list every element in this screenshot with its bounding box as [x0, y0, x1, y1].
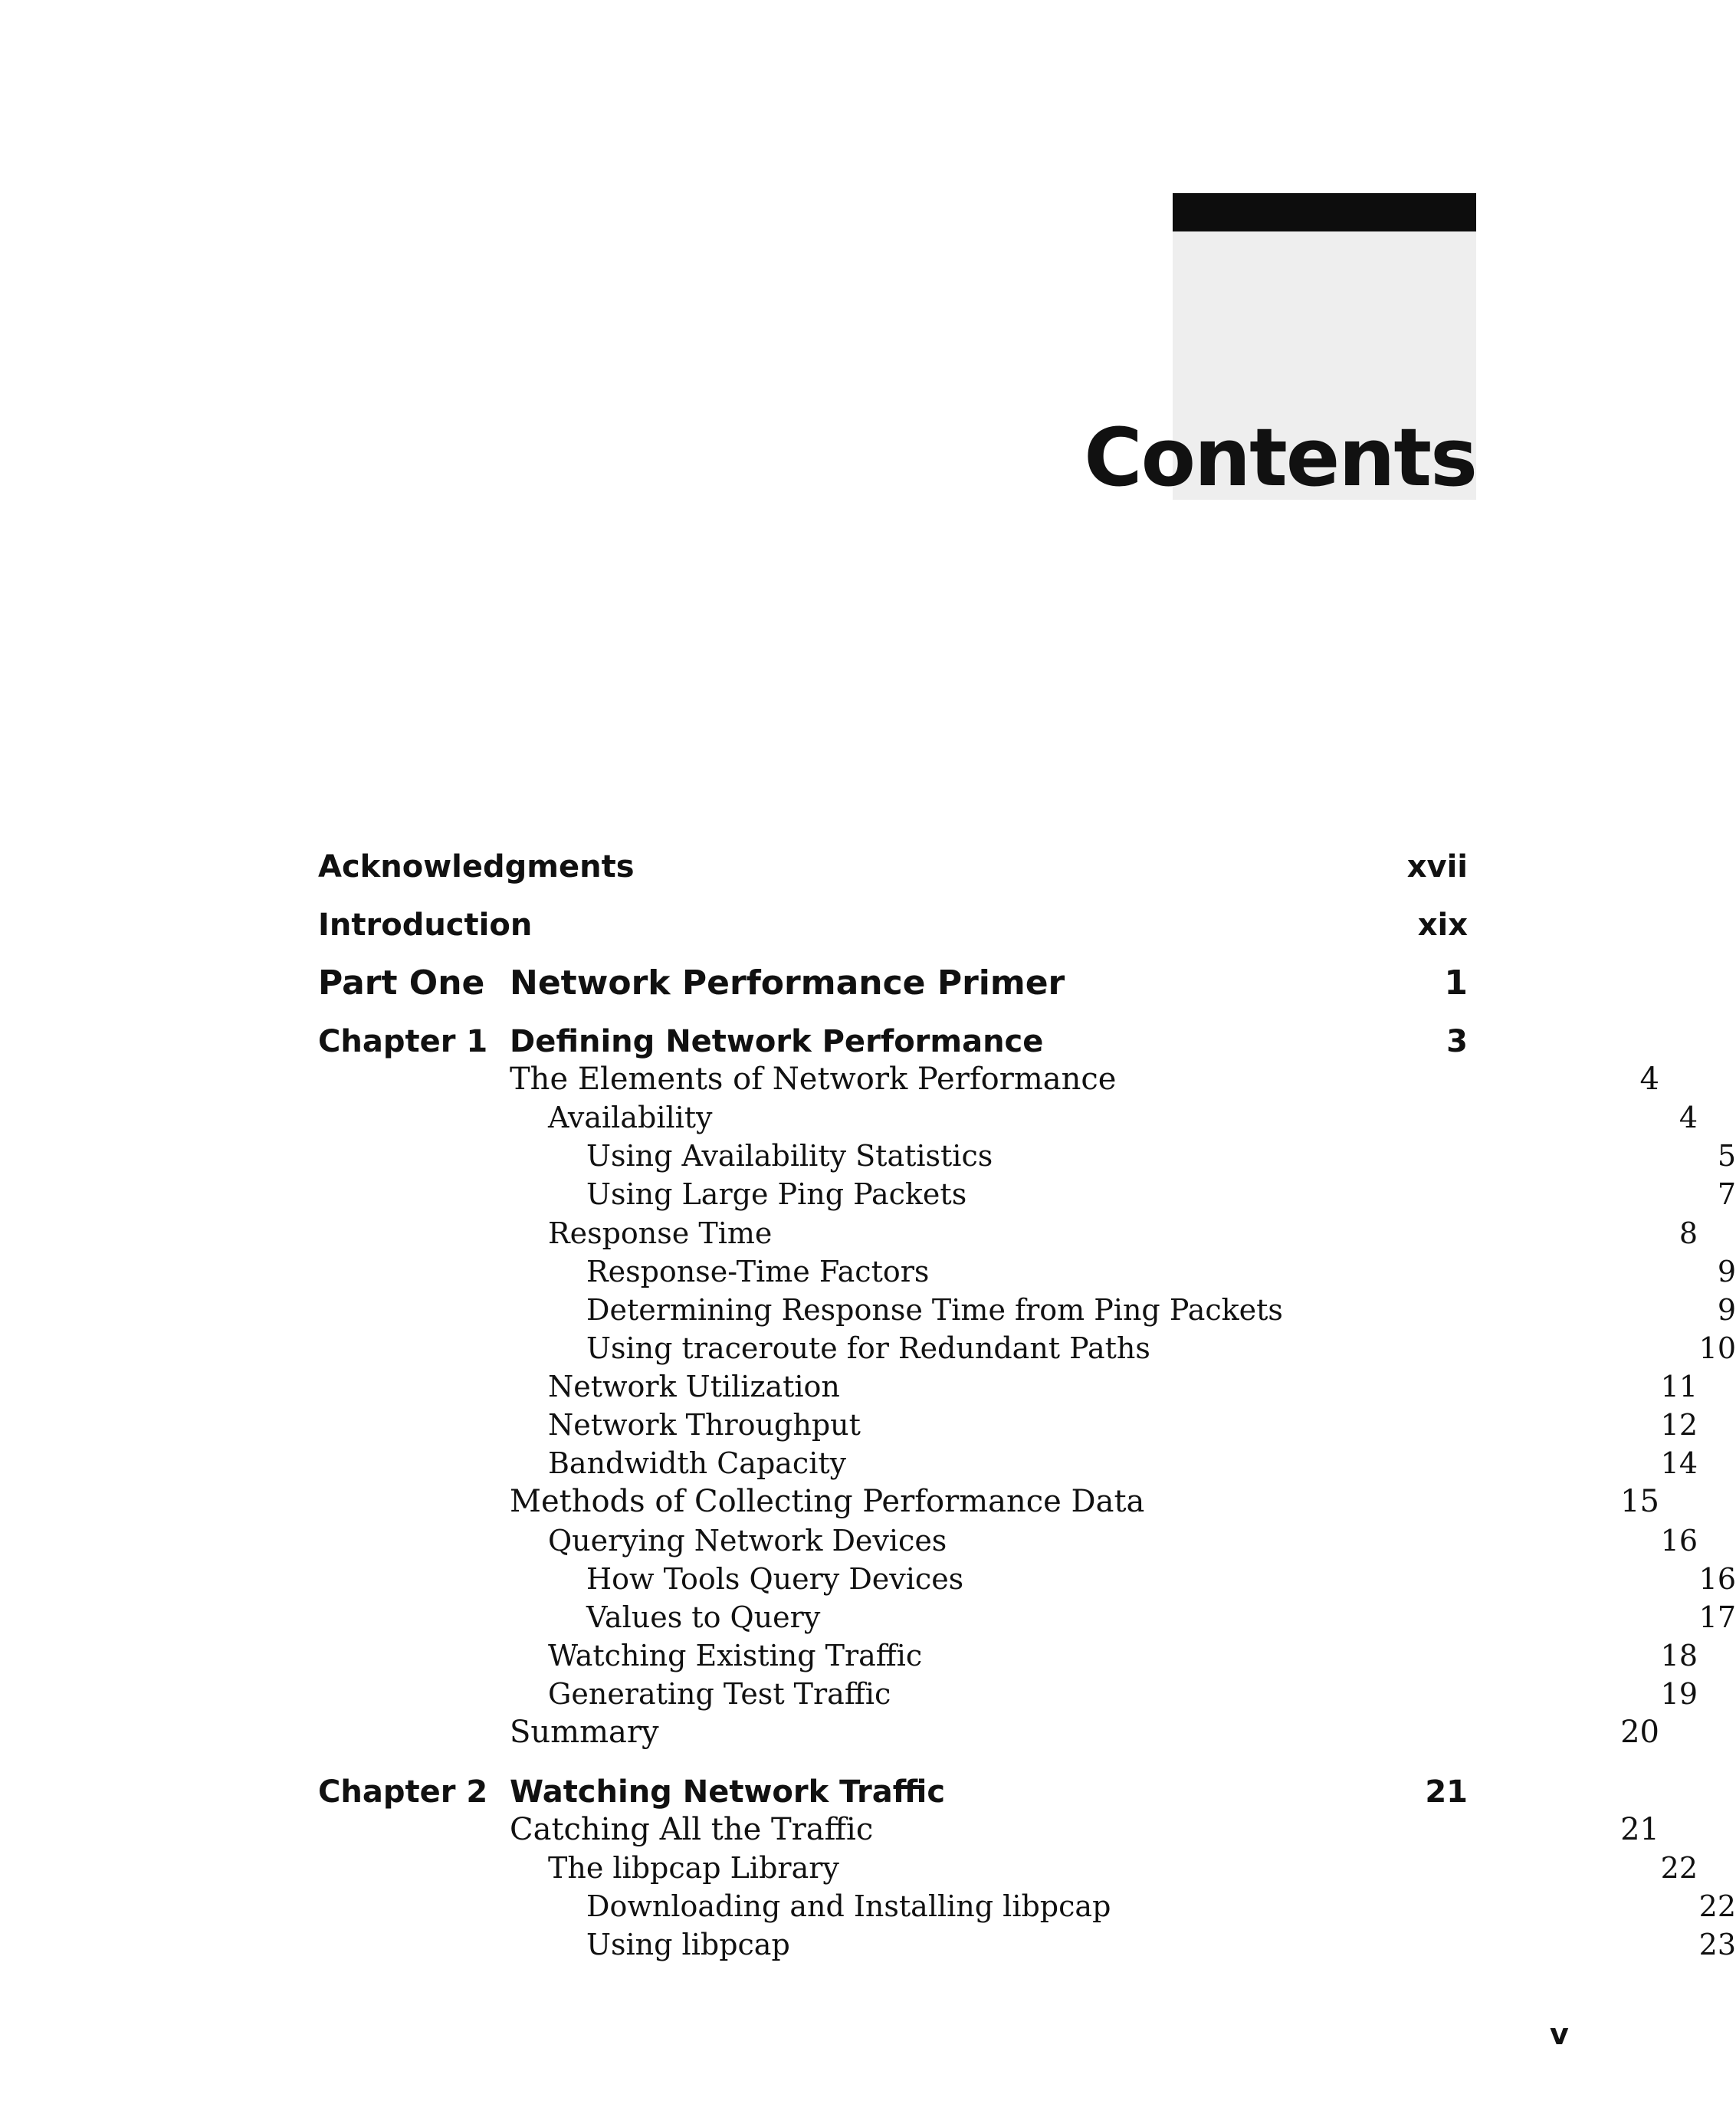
toc-entry-title: Downloading and Installing libpcap [586, 1889, 1111, 1923]
toc-entry-title: Network Utilization [548, 1370, 840, 1403]
part-title: Network Performance Primer [510, 963, 1065, 1003]
toc-subsubsection[interactable] [318, 1562, 1736, 1600]
toc-entry-page: 9 [1717, 1293, 1736, 1327]
toc-entry-title: The libpcap Library [548, 1851, 839, 1885]
toc-entry-title: Availability [548, 1101, 713, 1134]
header-black-bar [1173, 193, 1476, 231]
toc-subsubsection[interactable] [318, 1928, 1736, 1966]
toc-entry-title: Watching Existing Traffic [548, 1639, 923, 1672]
toc-entry-title: Introduction [318, 908, 533, 943]
toc-subsection[interactable] [318, 1446, 1698, 1485]
toc-entry-page: 16 [1698, 1562, 1736, 1596]
toc-entry-title: Catching All the Traffic [510, 1812, 874, 1847]
chapter-title: Defining Network Performance [510, 1024, 1044, 1059]
toc-entry-page: 11 [1660, 1370, 1698, 1403]
toc-entry-page: 18 [1660, 1639, 1698, 1672]
chapter-label: Chapter 1 [318, 1024, 488, 1059]
chapter-page: 21 [1425, 1774, 1468, 1810]
toc-chapter-1[interactable] [318, 1024, 1468, 1062]
toc-entry-page: 15 [1620, 1484, 1659, 1519]
toc-subsubsection[interactable] [318, 1177, 1736, 1216]
toc-entry-page: 9 [1717, 1255, 1736, 1288]
toc-entry-page: 20 [1620, 1715, 1659, 1750]
page-title: Contents [1084, 411, 1476, 504]
toc-entry-page: 14 [1660, 1446, 1698, 1480]
toc-entry-page: 22 [1660, 1851, 1698, 1885]
toc-subsubsection[interactable] [318, 1139, 1736, 1177]
toc-entry-title: Bandwidth Capacity [548, 1446, 847, 1480]
toc-subsubsection[interactable] [318, 1255, 1736, 1293]
toc-subsubsection[interactable] [318, 1889, 1736, 1928]
toc-entry-title: Using traceroute for Redundant Paths [586, 1331, 1150, 1365]
page-folio: v [1550, 2017, 1569, 2051]
toc-entry-page: 5 [1717, 1139, 1736, 1173]
chapter-title: Watching Network Traffic [510, 1774, 946, 1810]
toc-entry-page: 19 [1660, 1677, 1698, 1711]
toc-subsection[interactable] [318, 1851, 1698, 1889]
chapter-label: Chapter 2 [318, 1774, 488, 1810]
toc-entry-page: 10 [1698, 1331, 1736, 1365]
toc-entry-title: Summary [510, 1715, 659, 1750]
toc-entry-page: 12 [1660, 1408, 1698, 1442]
toc-entry-title: Using Large Ping Packets [586, 1177, 967, 1211]
toc-subsubsection[interactable] [318, 1331, 1736, 1370]
toc-entry-title: Generating Test Traffic [548, 1677, 891, 1711]
toc-subsection[interactable] [318, 1101, 1698, 1139]
toc-subsection[interactable] [318, 1216, 1698, 1255]
toc-subsection[interactable] [318, 1370, 1698, 1408]
toc-entry-page: 23 [1698, 1928, 1736, 1961]
toc-entry-title: Values to Query [586, 1600, 821, 1634]
toc-entry-page: 16 [1660, 1524, 1698, 1558]
chapter-page: 3 [1446, 1024, 1468, 1059]
toc-subsection[interactable] [318, 1524, 1698, 1562]
toc-entry-page: xvii [1406, 849, 1468, 885]
part-label: Part One [318, 963, 485, 1003]
toc-entry-title: Determining Response Time from Ping Packets [586, 1293, 1283, 1327]
toc-entry-page: 8 [1679, 1216, 1698, 1250]
toc-section[interactable] [318, 1062, 1659, 1100]
toc-subsubsection[interactable] [318, 1293, 1736, 1331]
toc-subsubsection[interactable] [318, 1600, 1736, 1639]
toc-entry-page: 17 [1698, 1600, 1736, 1634]
toc-entry-introduction[interactable] [318, 908, 1468, 946]
toc-entry-title: How Tools Query Devices [586, 1562, 964, 1596]
toc-entry-page: 4 [1639, 1062, 1659, 1097]
toc-entry-title: Methods of Collecting Performance Data [510, 1484, 1145, 1519]
toc-entry-title: Using libpcap [586, 1928, 790, 1961]
toc-entry-title: Querying Network Devices [548, 1524, 947, 1558]
toc-section[interactable] [318, 1484, 1659, 1522]
toc-entry-title: The Elements of Network Performance [510, 1062, 1117, 1097]
toc-chapter-2[interactable] [318, 1774, 1468, 1813]
toc-entry-title: Response Time [548, 1216, 773, 1250]
toc-subsection[interactable] [318, 1639, 1698, 1677]
toc-part-one[interactable] [318, 963, 1468, 1002]
part-page: 1 [1444, 963, 1468, 1003]
toc-entry-title: Response-Time Factors [586, 1255, 930, 1288]
toc-section[interactable] [318, 1715, 1659, 1753]
toc-entry-page: 21 [1620, 1812, 1659, 1847]
toc-entry-title: Network Throughput [548, 1408, 861, 1442]
toc-entry-title: Using Availability Statistics [586, 1139, 993, 1173]
toc-subsection[interactable] [318, 1677, 1698, 1715]
toc-entry-title: Acknowledgments [318, 849, 635, 885]
toc-subsection[interactable] [318, 1408, 1698, 1446]
toc-section[interactable] [318, 1812, 1659, 1850]
toc-entry-page: 22 [1698, 1889, 1736, 1923]
toc-entry-acknowledgments[interactable] [318, 849, 1468, 888]
toc-entry-page: 4 [1679, 1101, 1698, 1134]
toc-entry-page: xix [1417, 908, 1468, 943]
toc-entry-page: 7 [1717, 1177, 1736, 1211]
